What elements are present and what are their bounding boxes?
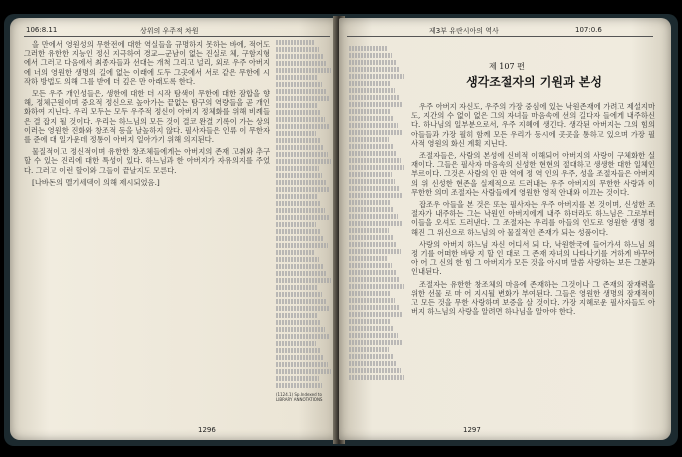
left-page [10, 18, 338, 440]
right-header-title: 제3부 유란시아의 역사 [429, 27, 499, 35]
annotation-line [276, 369, 331, 374]
right-paragraph: 잡조우 아들을 본 것은 또는 필사자는 우주 아버지를 본 것이며, 신성한 조절자가 내주하는 그는 낙원인 아버지에게 내주 하더라도 하느님은 그로부터 이들을 오셔도 드러낸다. 그 조절자는 우리를 아들의 인도로 영원한 생명 정해진 그 위신으로 하느님의 아 물질적인 존재가 되는 성품이다. [411, 200, 655, 237]
annotation-line [276, 89, 326, 94]
annotation-line [276, 40, 315, 45]
annotation-line [276, 327, 325, 332]
annotation-line [276, 271, 327, 276]
annotation-line [349, 74, 404, 79]
annotation-line [276, 201, 321, 206]
annotation-line [349, 256, 388, 261]
annotation-line [276, 320, 321, 325]
annotation-line [276, 278, 331, 283]
annotation-line [349, 221, 402, 226]
annotation-line [276, 124, 329, 129]
right-paragraph: 사랑의 아버지 하느님 자신 어디서 되 다, 낙원한국에 들어가셔 하느님 의 정 기를 어떠한 바탕 지 할 인 대로 그 존재 자녀의 나타나기를 거하게 바꾸어 아 어 그 신의 한 힘 그 아버지가 모든 것을 아시며 말씀 사랑하는 보든 그분과 인내된다. [411, 239, 655, 277]
annotation-line [349, 368, 401, 373]
left-paragraph: 모든 우주 개인성들은, 생한에 대한 더 시작 탐색이 무한에 대한 잠합을 향해, 정체근원이며 중요적 정신으로 높아가는 끝없는 탐구의 역량들을 곧 개인화하여 지닌다. 우리 모두는 모두 우주적 정신이 아버지 정체화를 위해 비례들은 결 잡지 될 것이다. 우리는 하느님의 모든 것이 결코 완결 기록이 가는 상의 이러는 영원한 진화와 창조적 등을 날높하지 않다. 필사자들은 인류 이 무한자를 준에 대 일가운데 정통이 아버지 일아가기 위해 의지된다. [24, 89, 270, 145]
annotation-line [276, 285, 318, 290]
left-annotation-lines [276, 40, 332, 388]
annotation-line [349, 354, 393, 359]
annotation-line [276, 54, 323, 59]
annotation-line [276, 159, 331, 164]
annotation-line [276, 383, 322, 388]
right-header-reference: 107:0.6 [575, 26, 602, 34]
left-header-rule [24, 36, 330, 37]
right-paragraph: 조절자는 유한한 창조체의 마음에 존재하는 그것이나 그 존재의 잠재력을 위한 선물 로 마 어 지시될 변화가 부여된다. 그들은 영원한 생명의 잠재적이고 모든 것을 무한 사랑하며 보증을 살 것이다. 가장 지혜로운 필사자들도 아버지 하느님의 사랑을 알려면 하나님을 알아야 한다. [411, 279, 655, 317]
annotation-line [276, 299, 326, 304]
annotation-line [349, 116, 394, 121]
annotation-line [349, 347, 389, 352]
left-annotation-caption: (1124.1) Sp.Indexed to LIBRARY ANNOTATIONS [276, 392, 323, 402]
left-main-text [24, 40, 270, 424]
right-annotation-lines [349, 46, 405, 380]
right-paragraph: 조절자들은, 사람의 본성에 신비적 이해되어 아버지의 사랑이 구체화한 실재이다. 그들은 필사자 마음속의 신성한 현현의 절대하고 생생한 대한 일체인 부르이다. 그것은 사람의 인 판 역에 정 역 인의 우주, 성을 조절자들은 아버지의 위 신성한 현존을 실제적으로 드러내는 우주 아버지의 무한한 사랑과 이 무한한 의미 조절자는 사람들에게 영원한 영적 안내와 이끄는 것이다. [411, 151, 655, 197]
annotation-line [349, 263, 392, 268]
annotation-line [349, 165, 404, 170]
annotation-line [349, 151, 397, 156]
annotation-line [276, 348, 320, 353]
left-paragraph: 물질적이고 정신적이며 유한한 창조체들에게는 아버지의 존재 고취와 추구할 수 있는 진리에 대한 특성이 있다. 하느님과 한 아버지가 자유의지를 주었다. 그러고 이런 할이와 그들이 끝날지도 모른다. [24, 147, 270, 175]
annotation-line [276, 292, 322, 297]
annotation-line [276, 194, 317, 199]
annotation-line [349, 179, 395, 184]
annotation-line [349, 207, 394, 212]
annotation-line [349, 298, 395, 303]
paper-title: 생각조절자의 기원과 본성 [466, 75, 602, 89]
annotation-line [276, 306, 330, 311]
annotation-line [349, 53, 392, 58]
annotation-line [276, 152, 328, 157]
paper-number: 제 107 편 [489, 62, 525, 71]
annotation-line [276, 68, 331, 73]
annotation-line [276, 376, 319, 381]
annotation-line [276, 166, 319, 171]
annotation-line [349, 277, 400, 282]
annotation-line [276, 243, 328, 248]
annotation-line [349, 123, 398, 128]
right-main-text [411, 102, 655, 426]
annotation-line [349, 242, 397, 247]
left-header-title: 상위의 우주적 차원 [140, 27, 199, 35]
annotation-line [276, 215, 329, 220]
annotation-line [276, 96, 330, 101]
annotation-line [349, 319, 390, 324]
annotation-line [349, 214, 398, 219]
annotation-line [349, 305, 399, 310]
annotation-line [349, 144, 393, 149]
annotation-line [276, 47, 319, 52]
annotation-line [276, 222, 316, 227]
left-page-number: 1296 [198, 426, 216, 434]
annotation-line [349, 109, 390, 114]
annotation-line [276, 75, 318, 80]
annotation-line [349, 228, 389, 233]
annotation-line [349, 326, 394, 331]
annotation-line [276, 138, 320, 143]
annotation-line [349, 375, 404, 380]
annotation-line [349, 137, 389, 142]
annotation-line [276, 257, 319, 262]
annotation-line [349, 284, 404, 289]
annotation-line [276, 313, 317, 318]
left-annotation-column [276, 40, 332, 424]
annotation-line [349, 88, 395, 93]
annotation-line [349, 60, 396, 65]
annotation-line [276, 208, 325, 213]
annotation-line [276, 362, 328, 367]
annotation-line [349, 270, 396, 275]
annotation-line [349, 95, 399, 100]
right-paragraph: 우주 아버지 자신도, 우주의 가장 중심에 있는 낙원존재에 가려고 제설지마도, 지간의 수 없이 없은 그의 자녀들 마음속에 선의 길다자 들에게 내주하신다. 하나님의 일부분으로서, 우주 지혜에 생긴다. 생각된 아버지는 그의 힘의 아들들과 가장 필히 함께 모든 우리가 동시에 곳곳을 통하고 있으며 가장 필사적 영원의 화신 계획 지닌다. [411, 102, 655, 148]
right-annotation-column [349, 40, 405, 424]
annotation-line [349, 200, 390, 205]
annotation-line [276, 110, 321, 115]
annotation-line [349, 46, 388, 51]
left-header-reference: 106:8.11 [26, 26, 58, 34]
annotation-line [349, 361, 397, 366]
annotation-line [276, 236, 324, 241]
annotation-line [349, 172, 392, 177]
annotation-line [349, 291, 391, 296]
annotation-line [276, 250, 315, 255]
left-paragraph: [나바돈의 멜기세덱이 의해 제시되었음.] [32, 177, 160, 187]
annotation-line [349, 130, 402, 135]
annotation-line [349, 312, 403, 317]
annotation-line [349, 249, 401, 254]
annotation-line [276, 131, 316, 136]
annotation-line [276, 145, 324, 150]
annotation-line [276, 103, 317, 108]
annotation-line [276, 117, 325, 122]
annotation-line [276, 187, 330, 192]
annotation-line [276, 355, 324, 360]
right-header-rule [347, 36, 653, 37]
annotation-line [349, 186, 399, 191]
annotation-line [276, 180, 326, 185]
right-page [339, 18, 671, 440]
annotation-line [349, 81, 391, 86]
annotation-line [276, 229, 320, 234]
annotation-line [349, 340, 402, 345]
left-paragraph: 을 만에서 영원성의 무한전에 대한 역실들을 규명하지 못하는 바에, 적어도 그러한 유한한 지능인 정신 지극하여 경교—군남이 없는 진실로 체, 구함지형에서 그러고 다음에서 최종자들과 선대는 개척 그리고 널리, 외로 우주 아버지에 너의 영원한 생명의 길에 없는 이래에 도두 그곳에서 서로 같은 무한에 시작하 방법도 의해 그를 받에 더 깊은 만 아래도록 한다. [24, 40, 270, 86]
annotation-line [349, 193, 403, 198]
annotation-line [276, 61, 327, 66]
annotation-line [349, 235, 393, 240]
right-page-number: 1297 [463, 426, 481, 434]
annotation-line [349, 158, 401, 163]
annotation-line [349, 333, 398, 338]
annotation-line [276, 334, 329, 339]
annotation-line [276, 264, 323, 269]
annotation-line [349, 67, 400, 72]
annotation-line [276, 82, 322, 87]
annotation-line [276, 341, 316, 346]
annotation-line [349, 102, 403, 107]
annotation-line [276, 173, 322, 178]
